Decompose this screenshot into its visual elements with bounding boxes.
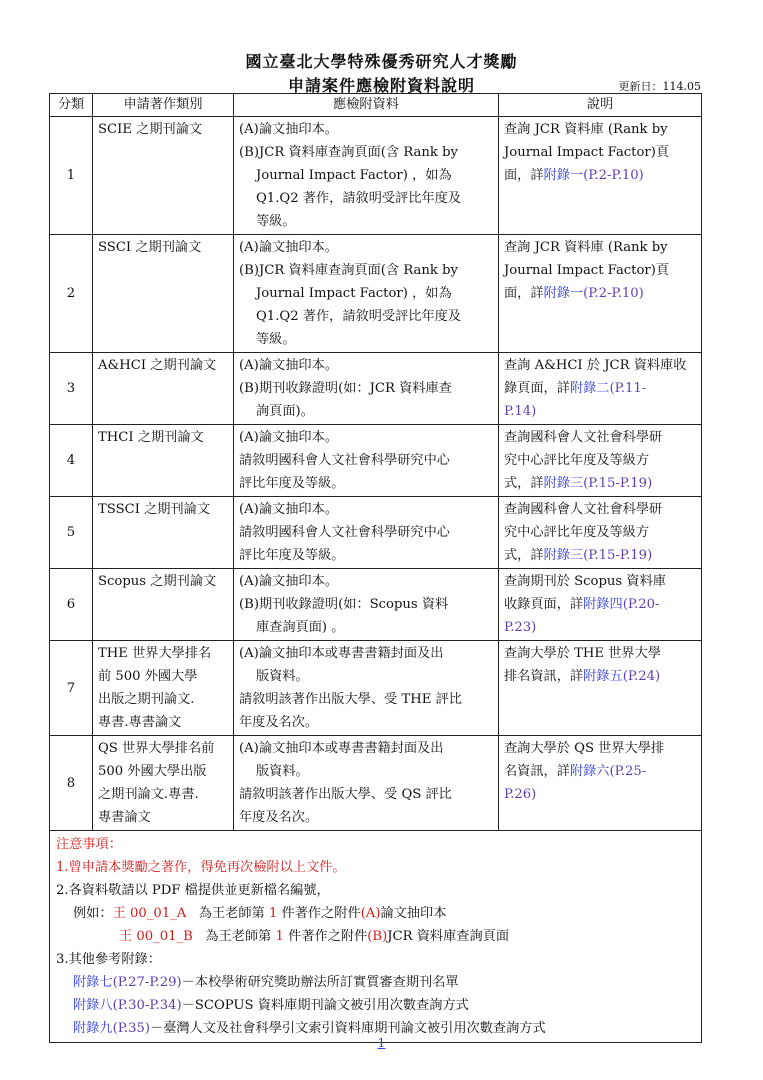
description-cell — [499, 736, 702, 831]
document-subtitle: 申請案件應檢附資料說明 — [287, 76, 475, 95]
required-document-line: 請敘明該著作出版大學、受 THE 評比 — [239, 692, 462, 707]
required-document-line: 庫查詢頁面) 。 — [256, 620, 345, 635]
description-cell — [499, 497, 702, 569]
required-document-line: (B)JCR 資料庫查詢頁面(含 Rank by — [239, 263, 458, 278]
appendix-link[interactable]: 附錄六 — [569, 764, 610, 779]
category-number: 6 — [50, 569, 93, 641]
required-documents-cell — [234, 235, 499, 353]
appendix-pages: P.23) — [504, 620, 537, 635]
appendix-pages: (P.15-P.19) — [583, 476, 653, 491]
description-appendix-line: 收錄頁面，詳附錄四(P.20- — [504, 597, 660, 612]
requirements-table — [49, 93, 702, 1043]
note-example-1: 例如：王 00_01_A 為王老師第 1 件著作之附件(A)論文抽印本 — [73, 906, 447, 921]
publication-type-line: Scopus 之期刊論文 — [98, 574, 217, 589]
required-document-line: 請敘明國科會人文社會科學研究中心 — [239, 525, 450, 540]
table-row — [50, 425, 702, 497]
appendix-link[interactable]: 附錄七 — [73, 975, 113, 990]
required-document-line: 評比年度及等級。 — [239, 548, 345, 563]
publication-type-cell — [93, 117, 234, 235]
description-appendix-line: 式，詳附錄三(P.15-P.19) — [504, 476, 653, 491]
publication-type-line: THCI 之期刊論文 — [98, 430, 204, 445]
document-title: 國立臺北大學特殊優秀研究人才獎勵 — [245, 52, 518, 71]
description-line: Journal Impact Factor)頁 — [504, 145, 670, 160]
appendix-link[interactable]: 附錄三 — [543, 476, 584, 491]
description-cell — [499, 641, 702, 736]
note-item-1: 1.曾申請本獎勵之著作，得免再次檢附以上文件。 — [56, 860, 346, 875]
required-documents-cell — [234, 736, 499, 831]
appendix-link[interactable]: 附錄八 — [73, 998, 113, 1013]
description-line: 查詢 JCR 資料庫 (Rank by — [504, 122, 668, 137]
publication-type-cell — [93, 736, 234, 831]
publication-type-cell — [93, 235, 234, 353]
required-document-line: (B)JCR 資料庫查詢頁面(含 Rank by — [239, 145, 458, 160]
required-documents-cell — [234, 641, 499, 736]
table-row — [50, 497, 702, 569]
category-number: 5 — [50, 497, 93, 569]
required-document-line: Q1.Q2 著作，請敘明受評比年度及 — [256, 191, 462, 206]
required-documents-cell — [234, 425, 499, 497]
publication-type-line: 專書.專書論文 — [98, 715, 182, 730]
description-line: 查詢期刊於 Scopus 資料庫 — [504, 574, 666, 589]
required-documents-cell — [234, 117, 499, 235]
category-number: 8 — [50, 736, 93, 831]
category-number: 1 — [50, 117, 93, 235]
publication-type-line: 500 外國大學出版 — [98, 764, 207, 779]
publication-type-line: 之期刊論文.專書. — [98, 787, 199, 802]
publication-type-line: THE 世界大學排名 — [98, 646, 212, 661]
category-number: 4 — [50, 425, 93, 497]
category-number: 3 — [50, 353, 93, 425]
required-document-line: 詢頁面)。 — [256, 404, 314, 419]
description-line: 究中心評比年度及等級方 — [504, 453, 650, 468]
appendix-link[interactable]: 附錄二 — [569, 381, 610, 396]
description-cell — [499, 353, 702, 425]
required-document-line: (A)論文抽印本。 — [239, 502, 338, 517]
note-item-3: 3.其他參考附錄： — [56, 952, 161, 967]
category-number: 2 — [50, 235, 93, 353]
required-document-line: (B)期刊收錄證明(如：JCR 資料庫查 — [239, 381, 452, 396]
table-row — [50, 235, 702, 353]
required-document-line: 年度及名次。 — [239, 810, 319, 825]
appendix-pages: (P.2-P.10) — [583, 286, 644, 301]
required-document-line: 請敘明國科會人文社會科學研究中心 — [239, 453, 450, 468]
publication-type-line: QS 世界大學排名前 — [98, 741, 215, 756]
description-appendix-line: 面，詳附錄一(P.2-P.10) — [504, 168, 644, 183]
publication-type-line: 前 500 外國大學 — [98, 669, 198, 684]
publication-type-line: 專書論文 — [98, 810, 151, 825]
description-line: 查詢 A&HCI 於 JCR 資料庫收 — [504, 358, 687, 373]
description-appendix-line: 名資訊，詳附錄六(P.25- — [504, 764, 647, 779]
notes-cell — [50, 831, 702, 1043]
required-document-line: Q1.Q2 著作，請敘明受評比年度及 — [256, 309, 462, 324]
required-document-line: 等級。 — [256, 214, 296, 229]
table-row — [50, 353, 702, 425]
appendix-link[interactable]: 附錄一 — [543, 286, 584, 301]
required-document-line: (A)論文抽印本。 — [239, 430, 338, 445]
updated-date: 更新日：114.05 — [618, 80, 701, 93]
description-appendix-line: 排名資訊，詳附錄五(P.24) — [504, 669, 661, 684]
required-documents-cell — [234, 569, 499, 641]
description-line: 究中心評比年度及等級方 — [504, 525, 650, 540]
appendix-pages: (P.20- — [622, 597, 660, 612]
column-header: 說明 — [499, 94, 702, 117]
required-document-line: 請敘明該著作出版大學、受 QS 評比 — [239, 787, 452, 802]
publication-type-cell — [93, 641, 234, 736]
description-line: 查詢大學於 QS 世界大學排 — [504, 741, 665, 756]
required-document-line: Journal Impact Factor) ，如為 — [256, 286, 452, 301]
description-cell — [499, 569, 702, 641]
required-document-line: (A)論文抽印本。 — [239, 122, 338, 137]
description-cell — [499, 425, 702, 497]
required-document-line: (A)論文抽印本或專書書籍封面及出 — [239, 741, 444, 756]
page-number: 1 — [377, 1036, 386, 1050]
publication-type-cell — [93, 569, 234, 641]
notes-row — [50, 831, 702, 1043]
description-line: Journal Impact Factor)頁 — [504, 263, 670, 278]
appendix-pages: (P.24) — [622, 669, 661, 684]
appendix-pages: (P.11- — [609, 381, 647, 396]
publication-type-line: TSSCI 之期刊論文 — [98, 502, 211, 517]
required-document-line: (B)期刊收錄證明(如：Scopus 資料 — [239, 597, 449, 612]
appendix-pages: (P.25- — [609, 764, 647, 779]
description-line: 查詢國科會人文社會科學研 — [504, 502, 663, 517]
required-document-line: Journal Impact Factor) ，如為 — [256, 168, 452, 183]
required-documents-cell — [234, 497, 499, 569]
required-document-line: 版資料。 — [256, 764, 309, 779]
description-cell — [499, 117, 702, 235]
required-document-line: 年度及名次。 — [239, 715, 319, 730]
note-example-2: 王 00_01_B 為王老師第 1 件著作之附件(B)JCR 資料庫查詢頁面 — [119, 929, 510, 944]
table-row — [50, 736, 702, 831]
required-document-line: (A)論文抽印本或專書書籍封面及出 — [239, 646, 444, 661]
notes-title: 注意事項： — [56, 837, 122, 852]
description-appendix-line: 式，詳附錄三(P.15-P.19) — [504, 548, 653, 563]
column-header: 應檢附資料 — [234, 94, 499, 117]
appendix-link[interactable]: 附錄三 — [543, 548, 584, 563]
column-header: 申請著作類別 — [93, 94, 234, 117]
publication-type-line: 出版之期刊論文. — [98, 692, 195, 707]
required-document-line: (A)論文抽印本。 — [239, 574, 338, 589]
table-row — [50, 117, 702, 235]
required-document-line: 版資料。 — [256, 669, 309, 684]
category-number: 7 — [50, 641, 93, 736]
required-document-line: (A)論文抽印本。 — [239, 358, 338, 373]
publication-type-cell — [93, 497, 234, 569]
publication-type-line: SCIE 之期刊論文 — [98, 122, 203, 137]
appendix-link[interactable]: 附錄五 — [583, 669, 623, 684]
table-row — [50, 641, 702, 736]
appendix-pages: (P.15-P.19) — [583, 548, 653, 563]
publication-type-cell — [93, 425, 234, 497]
description-cell — [499, 235, 702, 353]
reference-appendix-8: 附錄八(P.30-P.34)－SCOPUS 資料庫期刊論文被引用次數查詢方式 — [73, 998, 469, 1013]
publication-type-line: SSCI 之期刊論文 — [98, 240, 202, 255]
required-documents-cell — [234, 353, 499, 425]
note-item-2: 2.各資料敬請以 PDF 檔提供並更新檔名編號， — [56, 883, 330, 898]
table-row — [50, 569, 702, 641]
description-appendix-line: 面，詳附錄一(P.2-P.10) — [504, 286, 644, 301]
description-appendix-line: 錄頁面，詳附錄二(P.11- — [504, 381, 647, 396]
description-line: 查詢 JCR 資料庫 (Rank by — [504, 240, 668, 255]
reference-appendix-7: 附錄七(P.27-P.29)－本校學術研究獎助辦法所訂實質審查期刊名單 — [73, 975, 459, 990]
appendix-pages: (P.2-P.10) — [583, 168, 644, 183]
required-document-line: 等級。 — [256, 332, 296, 347]
description-line: 查詢大學於 THE 世界大學 — [504, 646, 661, 661]
description-line: 查詢國科會人文社會科學研 — [504, 430, 663, 445]
appendix-link[interactable]: 附錄一 — [543, 168, 584, 183]
table-header-row — [50, 94, 702, 117]
publication-type-line: A&HCI 之期刊論文 — [98, 358, 217, 373]
appendix-pages: P.26) — [504, 787, 537, 802]
column-header: 分類 — [50, 94, 93, 117]
appendix-pages: P.14) — [504, 404, 537, 419]
required-document-line: (A)論文抽印本。 — [239, 240, 338, 255]
publication-type-cell — [93, 353, 234, 425]
required-document-line: 評比年度及等級。 — [239, 476, 345, 491]
appendix-link[interactable]: 附錄四 — [583, 597, 623, 612]
reference-appendix-9: 附錄九(P.35)－臺灣人文及社會科學引文索引資料庫期刊論文被引用次數查詢方式 — [73, 1021, 546, 1036]
appendix-link[interactable]: 附錄九 — [73, 1021, 113, 1036]
